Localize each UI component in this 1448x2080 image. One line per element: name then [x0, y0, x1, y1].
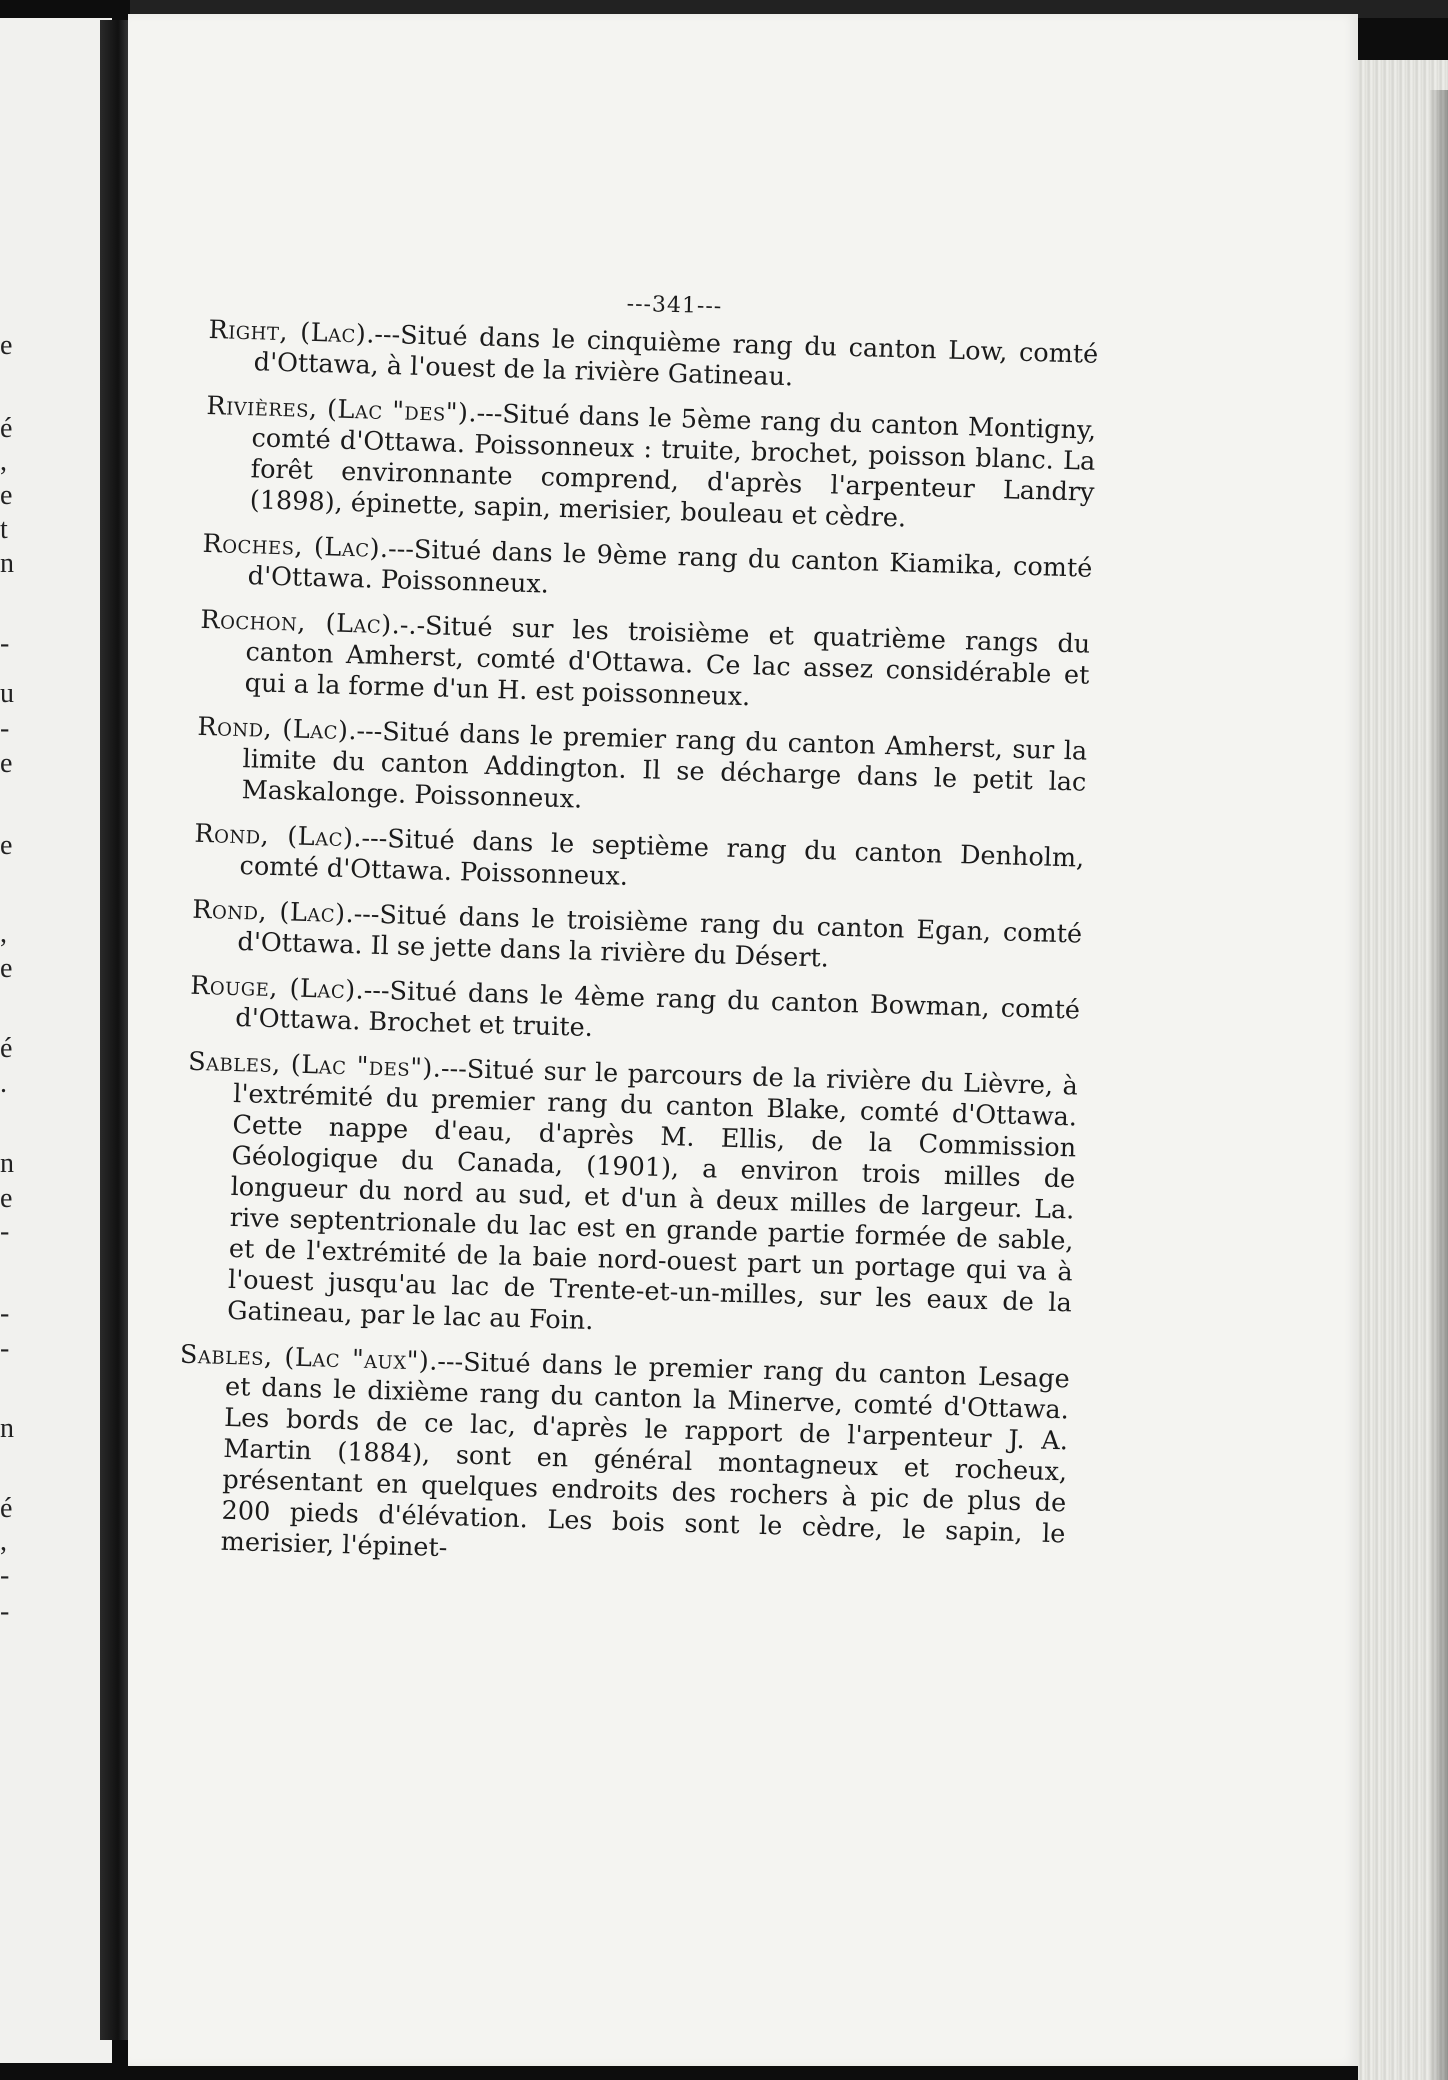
page-number: ---341---: [626, 291, 723, 320]
entry-headword: Rochon, (Lac): [200, 604, 393, 641]
dictionary-entry: [198, 605, 1090, 723]
dictionary-entry: [207, 315, 1098, 402]
dictionary-entry: [203, 391, 1096, 540]
left-page-fragment: .: [0, 1068, 7, 1099]
left-page-fragment: n: [0, 1413, 14, 1444]
book-gutter: [100, 20, 130, 2040]
left-page-fragment: ,: [0, 918, 7, 949]
left-page-fragment: é: [0, 1493, 13, 1524]
entry-headword: Rivières, (Lac "des"): [206, 390, 469, 429]
entry-text: .---Situé sur le parcours de la rivière du Lièvre, à l'extrémité du premier rang du canton Blake, comté d'Ottawa. Cette nappe d'eau, d'après M. Ellis, de la Commission Géologique du Canada, (1901), a environ trois milles de longueur du nord au sud, et d'un à deux milles de largeur. La. rive septentrionale du lac est en grande partie formée de sable, et de l'extrémité de la baie nord-ouest part un portage qui va à l'ouest jusqu'au lac de Trente-et-un-milles, sur les eaux de la Gatineau, par le lac au Foin.: [226, 1053, 1079, 1337]
entry-headword: Rond, (Lac): [197, 711, 349, 747]
entry-headword: Sables, (Lac "des"): [187, 1046, 434, 1084]
entry-text: .---Situé dans le troisième rang du canton Egan, comté d'Ottawa. Il se jette dans la rivière du Désert.: [237, 899, 1083, 974]
entry-headword: Right, (Lac): [208, 314, 367, 350]
dictionary-entry: [195, 712, 1087, 830]
dictionary-entry: [191, 895, 1082, 982]
left-page-fragment: -: [0, 1560, 10, 1591]
left-page-fragment: t: [0, 514, 8, 545]
page-text: [174, 280, 1100, 1595]
left-page-fragment: n: [0, 548, 14, 579]
left-page-fragment: -: [0, 1298, 10, 1329]
left-page-fragment: e: [0, 830, 13, 861]
left-page-fragment: -: [0, 1216, 10, 1247]
left-page-fragment: ,: [0, 1526, 7, 1557]
entry-text: .---Situé dans le 9ème rang du canton Kiamika, comté d'Ottawa. Poissonneux.: [247, 533, 1093, 600]
dictionary-entry: [174, 1340, 1070, 1582]
left-page-fragment: e: [0, 330, 13, 361]
left-page-fragment: u: [0, 678, 14, 709]
left-page-fragment: n: [0, 1148, 14, 1179]
left-page-fragment: -: [0, 1333, 10, 1364]
entry-text: .---Situé dans le 4ème rang du canton Bowman, comté d'Ottawa. Brochet et truite.: [234, 975, 1081, 1043]
page-edges-shadow: [1430, 90, 1448, 2080]
dictionary-entry: [181, 1047, 1078, 1351]
left-page-fragment: é: [0, 413, 13, 444]
left-page-fragment: -: [0, 713, 10, 744]
entry-text: .---Situé dans le septième rang du canton Denholm, comté d'Ottawa. Poissonneux.: [239, 823, 1085, 892]
entry-text: .---Situé dans le premier rang du canton Lesage et dans le dixième rang du canton la Minerve, comté d'Ottawa. Les bords de ce lac, d'après le rapport de l'arpenteur J. A. Martin (1884), sont en général montagneux et rocheux, présentant en quelques endroits des rochers à pic de plus de 200 pieds d'élévation. Les bois sont le cèdre, le sapin, le merisier, l'épinet-: [220, 1346, 1071, 1564]
entry-headword: Rond, (Lac): [194, 818, 354, 854]
entry-headword: Sables, (Lac "aux"): [179, 1339, 430, 1377]
left-page-fragment: e: [0, 953, 13, 984]
entry-headword: Roches, (Lac): [202, 528, 381, 564]
left-page-fragment: -: [0, 1596, 10, 1627]
entry-text: .---Situé dans le 5ème rang du canton Montigny, comté d'Ottawa. Poissonneux : truite, brochet, poisson blanc. La forêt environnante comprend, d'après l'arpenteur Landry (1898), épinette, sapin, merisier, bouleau et cèdre.: [249, 398, 1097, 534]
entry-headword: Rouge, (Lac): [189, 970, 357, 1006]
left-page-fragment: e: [0, 480, 13, 511]
left-facing-page: [0, 18, 112, 2063]
dictionary-entry: [193, 819, 1084, 906]
left-page-fragment: -: [0, 628, 10, 659]
entry-text: .-.-Situé sur les troisième et quatrième rangs du canton Amherst, comté d'Ottawa. Ce lac assez considérable et qui a la forme d'un H. est poissonneux.: [244, 610, 1091, 713]
left-page-fragment: é: [0, 1033, 13, 1064]
entry-text: .---Situé dans le premier rang du canton Amherst, sur la limite du canton Addington. Il se décharge dans le petit lac Maskalonge. Poissonneux.: [241, 716, 1088, 815]
left-page-fragment: e: [0, 1183, 13, 1214]
entry-text: .---Situé dans le cinquième rang du canton Low, comté d'Ottawa, à l'ouest de la rivière Gatineau.: [253, 319, 1099, 393]
left-page-fragment: ,: [0, 446, 7, 477]
entry-headword: Rond, (Lac): [191, 894, 346, 930]
dictionary-entry: [189, 971, 1080, 1058]
dictionary-entry: [201, 529, 1092, 616]
left-page-fragment: e: [0, 748, 13, 779]
